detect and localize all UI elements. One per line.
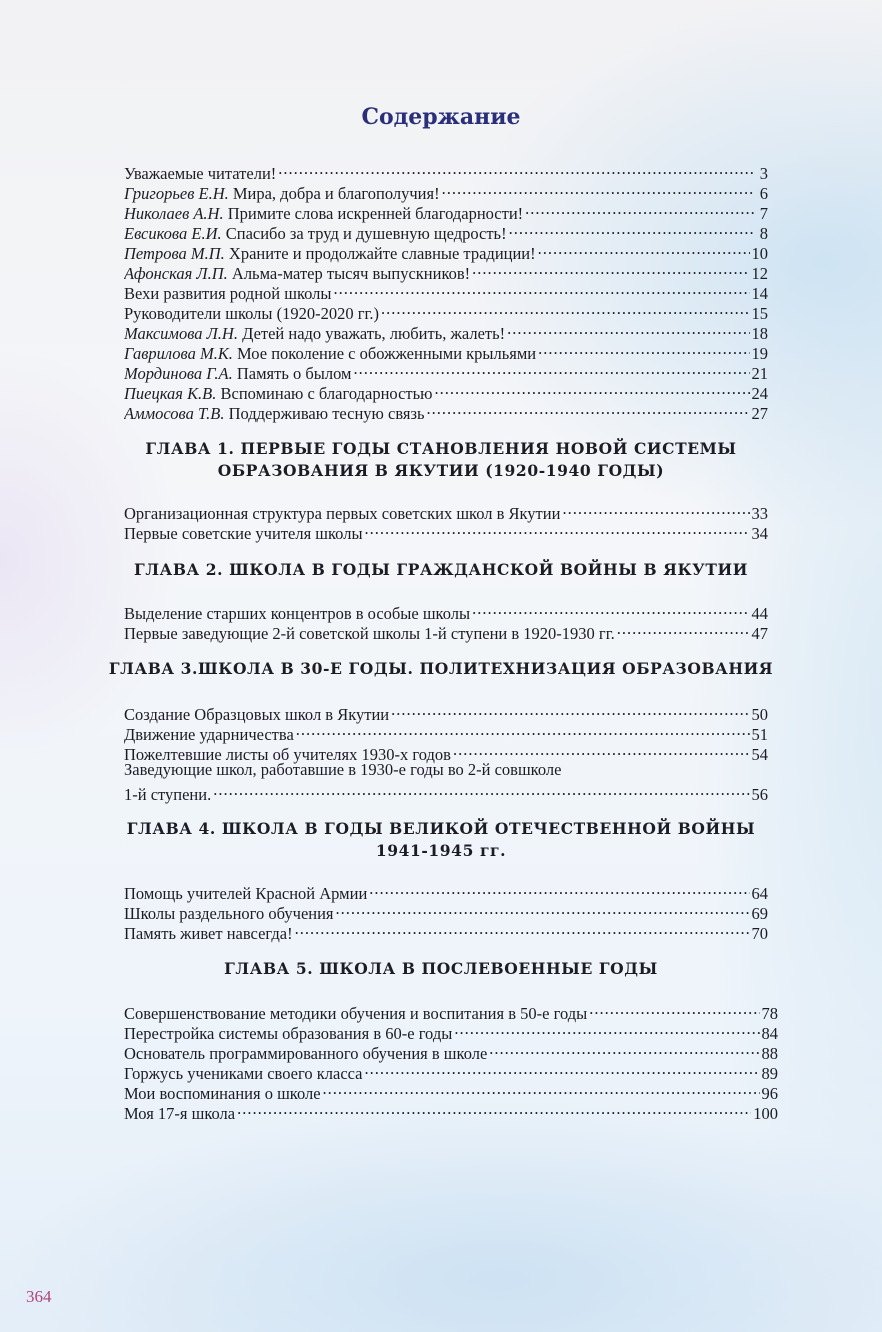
toc-chapter-list <box>124 599 768 643</box>
toc-entry-title: Храните и продолжайте славные традиции! <box>224 244 536 263</box>
toc-entry-author: Пиецкая К.В. <box>124 384 217 403</box>
dot-leader <box>538 339 749 359</box>
toc-entry-page: 78 <box>761 1004 778 1023</box>
toc-entry-page: 51 <box>751 725 768 744</box>
toc-entry-title: Память живет навсегда! <box>124 924 293 943</box>
dot-leader <box>472 259 749 279</box>
toc-entry-title: Создание Образцовых школ в Якутии <box>124 705 390 724</box>
toc-entry-page: 3 <box>759 164 768 183</box>
toc-entry-author: Гаврилова М.К. <box>124 344 233 363</box>
dot-leader <box>323 1079 760 1099</box>
toc-entry-title: Мира, добра и благополучия! <box>228 184 440 203</box>
toc-entry[interactable] <box>124 599 768 623</box>
dot-leader <box>353 359 749 379</box>
toc-entry-title: Перестройка системы образования в 60-е годы <box>124 1024 453 1043</box>
toc-entry-title: Первые советские учителя школы <box>124 524 363 543</box>
toc-entry-title: Память о былом <box>232 364 352 383</box>
toc-entry-page: 8 <box>759 224 768 243</box>
dot-leader <box>381 299 749 319</box>
toc-entry-page: 88 <box>761 1044 778 1063</box>
dot-leader <box>489 1039 759 1059</box>
toc-entry-title: Основатель программированного обучения в школе <box>124 1044 488 1063</box>
dot-leader <box>296 720 750 740</box>
toc-entry-page: 84 <box>761 1024 778 1043</box>
toc-entry-page: 24 <box>751 384 768 403</box>
dot-leader <box>237 1099 751 1119</box>
toc-entry-page: 47 <box>751 624 768 643</box>
toc-entry-page: 21 <box>751 364 768 383</box>
toc-entry-title: Мое поколение с обожженными крыльями <box>232 344 537 363</box>
toc-entry-author: Николаев А.Н. <box>124 204 224 223</box>
chapter-heading <box>0 559 882 581</box>
dot-leader <box>365 519 750 539</box>
toc-entry-page: 34 <box>751 524 768 543</box>
dot-leader <box>617 619 750 639</box>
toc-entry-title: Школы раздельного обучения <box>124 904 334 923</box>
toc-entry-title: Заведующие школ, работавшие в 1930-е годы во 2-й совшколе <box>124 760 562 779</box>
toc-entry-title: Совершенствование методики обучения и воспитания в 50-е годы <box>124 1004 588 1023</box>
toc-entry-title: Моя 17-я школа <box>124 1104 236 1123</box>
toc-entry-title: Вспоминаю с благодарностью <box>216 384 433 403</box>
toc-intro-list <box>124 159 768 423</box>
toc-entry-author: Евсикова Е.И. <box>124 224 222 243</box>
toc-entry-author: Мординова Г.А. <box>124 364 233 383</box>
toc-entry-title: Организационная структура первых советских школ в Якутии <box>124 504 561 523</box>
chapter-heading <box>0 958 882 980</box>
dot-leader <box>333 279 749 299</box>
toc-entry-title: Вехи развития родной школы <box>124 284 332 303</box>
toc-entry[interactable] <box>124 760 768 780</box>
dot-leader <box>453 740 750 760</box>
toc-entry-title: 1-й ступени. <box>124 785 212 804</box>
toc-entry-title: Помощь учителей Красной Армии <box>124 884 368 903</box>
toc-entry-page: 89 <box>761 1064 778 1083</box>
dot-leader <box>538 239 750 259</box>
toc-entry-title: Спасибо за труд и душевную щедрость! <box>221 224 507 243</box>
toc-entry-page: 18 <box>751 324 768 343</box>
toc-chapter-list <box>124 999 778 1123</box>
toc-entry-title: Детей надо уважать, любить, жалеть! <box>237 324 506 343</box>
toc-entry-author: Максимова Л.Н. <box>124 324 238 343</box>
toc-entry-page: 12 <box>751 264 768 283</box>
toc-entry[interactable] <box>124 700 768 724</box>
chapter-heading-line: ГЛАВА 4. ШКОЛА В ГОДЫ ВЕЛИКОЙ ОТЕЧЕСТВЕННОЙ ВОЙНЫ <box>126 819 756 838</box>
chapter-heading-line: 1941-1945 гг. <box>375 841 507 860</box>
toc-entry-page: 7 <box>759 204 768 223</box>
toc-entry-author: Аммосова Т.В. <box>124 404 225 423</box>
dot-leader <box>507 319 749 339</box>
dot-leader <box>278 159 754 179</box>
toc-entry-title: Уважаемые читатели! <box>124 164 277 183</box>
chapter-heading <box>0 818 882 862</box>
toc-entry[interactable] <box>124 879 768 903</box>
dot-leader <box>589 999 759 1019</box>
dot-leader <box>336 899 750 919</box>
toc-entry-author: Григорьев Е.Н. <box>124 184 229 203</box>
toc-entry-title: Примите слова искренней благодарности! <box>223 204 524 223</box>
toc-entry-page: 64 <box>751 884 768 903</box>
toc-entry-title: Выделение старших концентров в особые школы <box>124 604 471 623</box>
dot-leader <box>525 199 754 219</box>
toc-entry-page: 50 <box>751 705 768 724</box>
dot-leader <box>369 879 749 899</box>
toc-entry-title: Движение ударничества <box>124 725 294 744</box>
toc-entry-title: Первые заведующие 2-й советской школы 1-й ступени в 1920-1930 гг. <box>124 624 615 643</box>
toc-entry-page: 100 <box>753 1104 778 1123</box>
chapter-heading-line: ГЛАВА 3.ШКОЛА В 30-Е ГОДЫ. ПОЛИТЕХНИЗАЦИЯ ОБРАЗОВАНИЯ <box>108 659 774 678</box>
chapter-heading-line: ОБРАЗОВАНИЯ В ЯКУТИИ (1920-1940 ГОДЫ) <box>217 461 665 480</box>
dot-leader <box>391 700 749 720</box>
toc-entry[interactable] <box>124 499 768 523</box>
page-number: 364 <box>26 1287 52 1306</box>
toc-entry-title: Мои воспоминания о школе <box>124 1084 321 1103</box>
toc-chapter-list <box>124 879 768 943</box>
toc-entry-page: 54 <box>751 745 768 764</box>
toc-chapter-list <box>124 700 768 804</box>
toc-entry-page: 6 <box>759 184 768 203</box>
dot-leader <box>434 379 749 399</box>
toc-entry-page: 33 <box>751 504 768 523</box>
dot-leader <box>427 399 750 419</box>
dot-leader <box>365 1059 760 1079</box>
toc-chapter-list <box>124 499 768 543</box>
chapter-heading <box>0 658 882 680</box>
toc-entry-author: Петрова М.П. <box>124 244 225 263</box>
dot-leader <box>454 1019 759 1039</box>
toc-entry[interactable] <box>124 999 778 1023</box>
dot-leader <box>442 179 754 199</box>
dot-leader <box>509 219 754 239</box>
toc-entry[interactable] <box>124 159 768 183</box>
toc-entry-title: Альма-матер тысяч выпускников! <box>227 264 471 283</box>
chapter-heading-line: ГЛАВА 1. ПЕРВЫЕ ГОДЫ СТАНОВЛЕНИЯ НОВОЙ СИСТЕМЫ <box>145 439 737 458</box>
chapter-heading <box>0 438 882 482</box>
dot-leader <box>562 499 749 519</box>
toc-entry-page: 69 <box>751 904 768 923</box>
page-title: Содержание <box>361 104 521 130</box>
dot-leader <box>295 919 750 939</box>
toc-entry-page: 15 <box>751 304 768 323</box>
dot-leader <box>472 599 749 619</box>
chapter-heading-line: ГЛАВА 2. ШКОЛА В ГОДЫ ГРАЖДАНСКОЙ ВОЙНЫ В ЯКУТИИ <box>134 560 748 579</box>
toc-entry[interactable] <box>124 780 768 804</box>
toc-entry-title: Руководители школы (1920-2020 гг.) <box>124 304 380 323</box>
toc-entry-page: 14 <box>751 284 768 303</box>
toc-entry-page: 27 <box>751 404 768 423</box>
toc-entry-page: 19 <box>751 344 768 363</box>
toc-entry-title: Пожелтевшие листы об учителях 1930-х годов <box>124 745 451 764</box>
toc-entry-page: 70 <box>751 924 768 943</box>
toc-entry-page: 96 <box>761 1084 778 1103</box>
toc-entry-title: Поддерживаю тесную связь <box>224 404 425 423</box>
chapter-heading-line: ГЛАВА 5. ШКОЛА В ПОСЛЕВОЕННЫЕ ГОДЫ <box>224 959 658 978</box>
toc-entry-page: 44 <box>751 604 768 623</box>
toc-entry-author: Афонская Л.П. <box>124 264 228 283</box>
dot-leader <box>213 780 749 800</box>
toc-entry-page: 10 <box>751 244 768 263</box>
toc-entry-page: 56 <box>751 785 768 804</box>
toc-entry-title: Горжусь учениками своего класса <box>124 1064 363 1083</box>
